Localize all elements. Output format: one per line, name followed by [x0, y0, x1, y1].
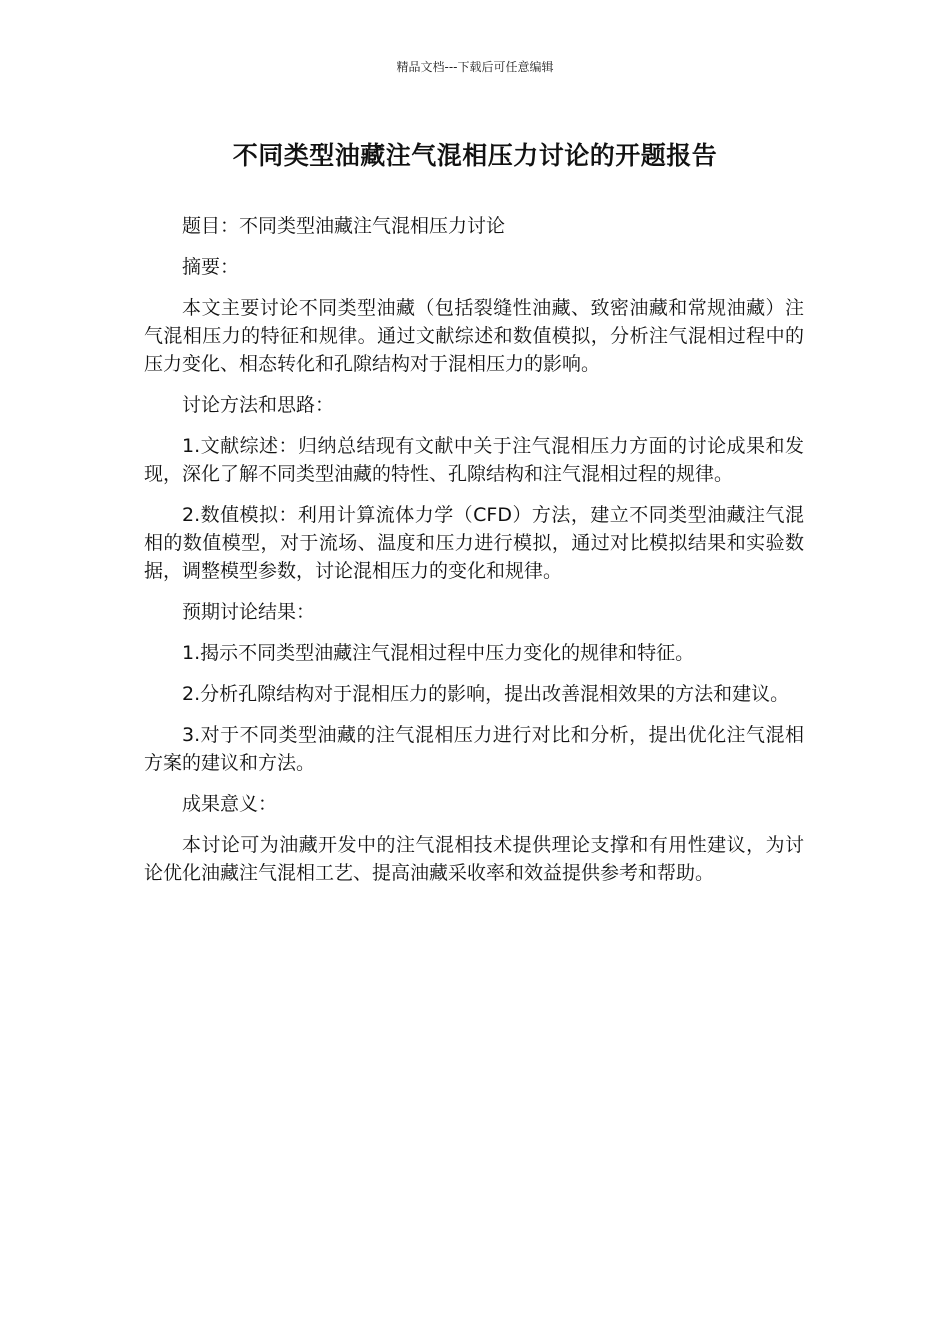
- document-body: [144, 212, 804, 900]
- method-item-2: 2.数值模拟：利用计算流体力学（CFD）方法，建立不同类型油藏注气混相的数值模型，对于流场、温度和压力进行模拟，通过对比模拟结果和实验数据，调整模型参数，讨论混相压力的变化和规律。: [144, 504, 804, 582]
- significance-label: 成果意义：: [182, 793, 278, 815]
- expected-result-2: 2.分析孔隙结构对于混相压力的影响，提出改善混相效果的方法和建议。: [182, 683, 790, 705]
- header-note: 精品文档---下载后可任意编辑: [396, 60, 554, 74]
- significance-paragraph: 本讨论可为油藏开发中的注气混相技术提供理论支撑和有用性建议，为讨论优化油藏注气混相工艺、提高油藏采收率和效益提供参考和帮助。: [144, 834, 804, 884]
- topic-line: 题目：不同类型油藏注气混相压力讨论: [182, 215, 506, 237]
- abstract-label: 摘要：: [182, 256, 240, 278]
- abstract-paragraph: 本文主要讨论不同类型油藏（包括裂缝性油藏、致密油藏和常规油藏）注气混相压力的特征和规律。通过文献综述和数值模拟，分析注气混相过程中的压力变化、相态转化和孔隙结构对于混相压力的影响。: [144, 297, 804, 375]
- method-item-1: 1.文献综述：归纳总结现有文献中关于注气混相压力方面的讨论成果和发现，深化了解不同类型油藏的特性、孔隙结构和注气混相过程的规律。: [144, 435, 804, 485]
- expected-results-label: 预期讨论结果：: [182, 601, 316, 623]
- expected-result-3: 3.对于不同类型油藏的注气混相压力进行对比和分析，提出优化注气混相方案的建议和方法。: [144, 724, 804, 774]
- methods-label: 讨论方法和思路：: [182, 394, 335, 416]
- expected-result-1: 1.揭示不同类型油藏注气混相过程中压力变化的规律和特征。: [182, 642, 695, 664]
- document-title: 不同类型油藏注气混相压力讨论的开题报告: [232, 141, 718, 170]
